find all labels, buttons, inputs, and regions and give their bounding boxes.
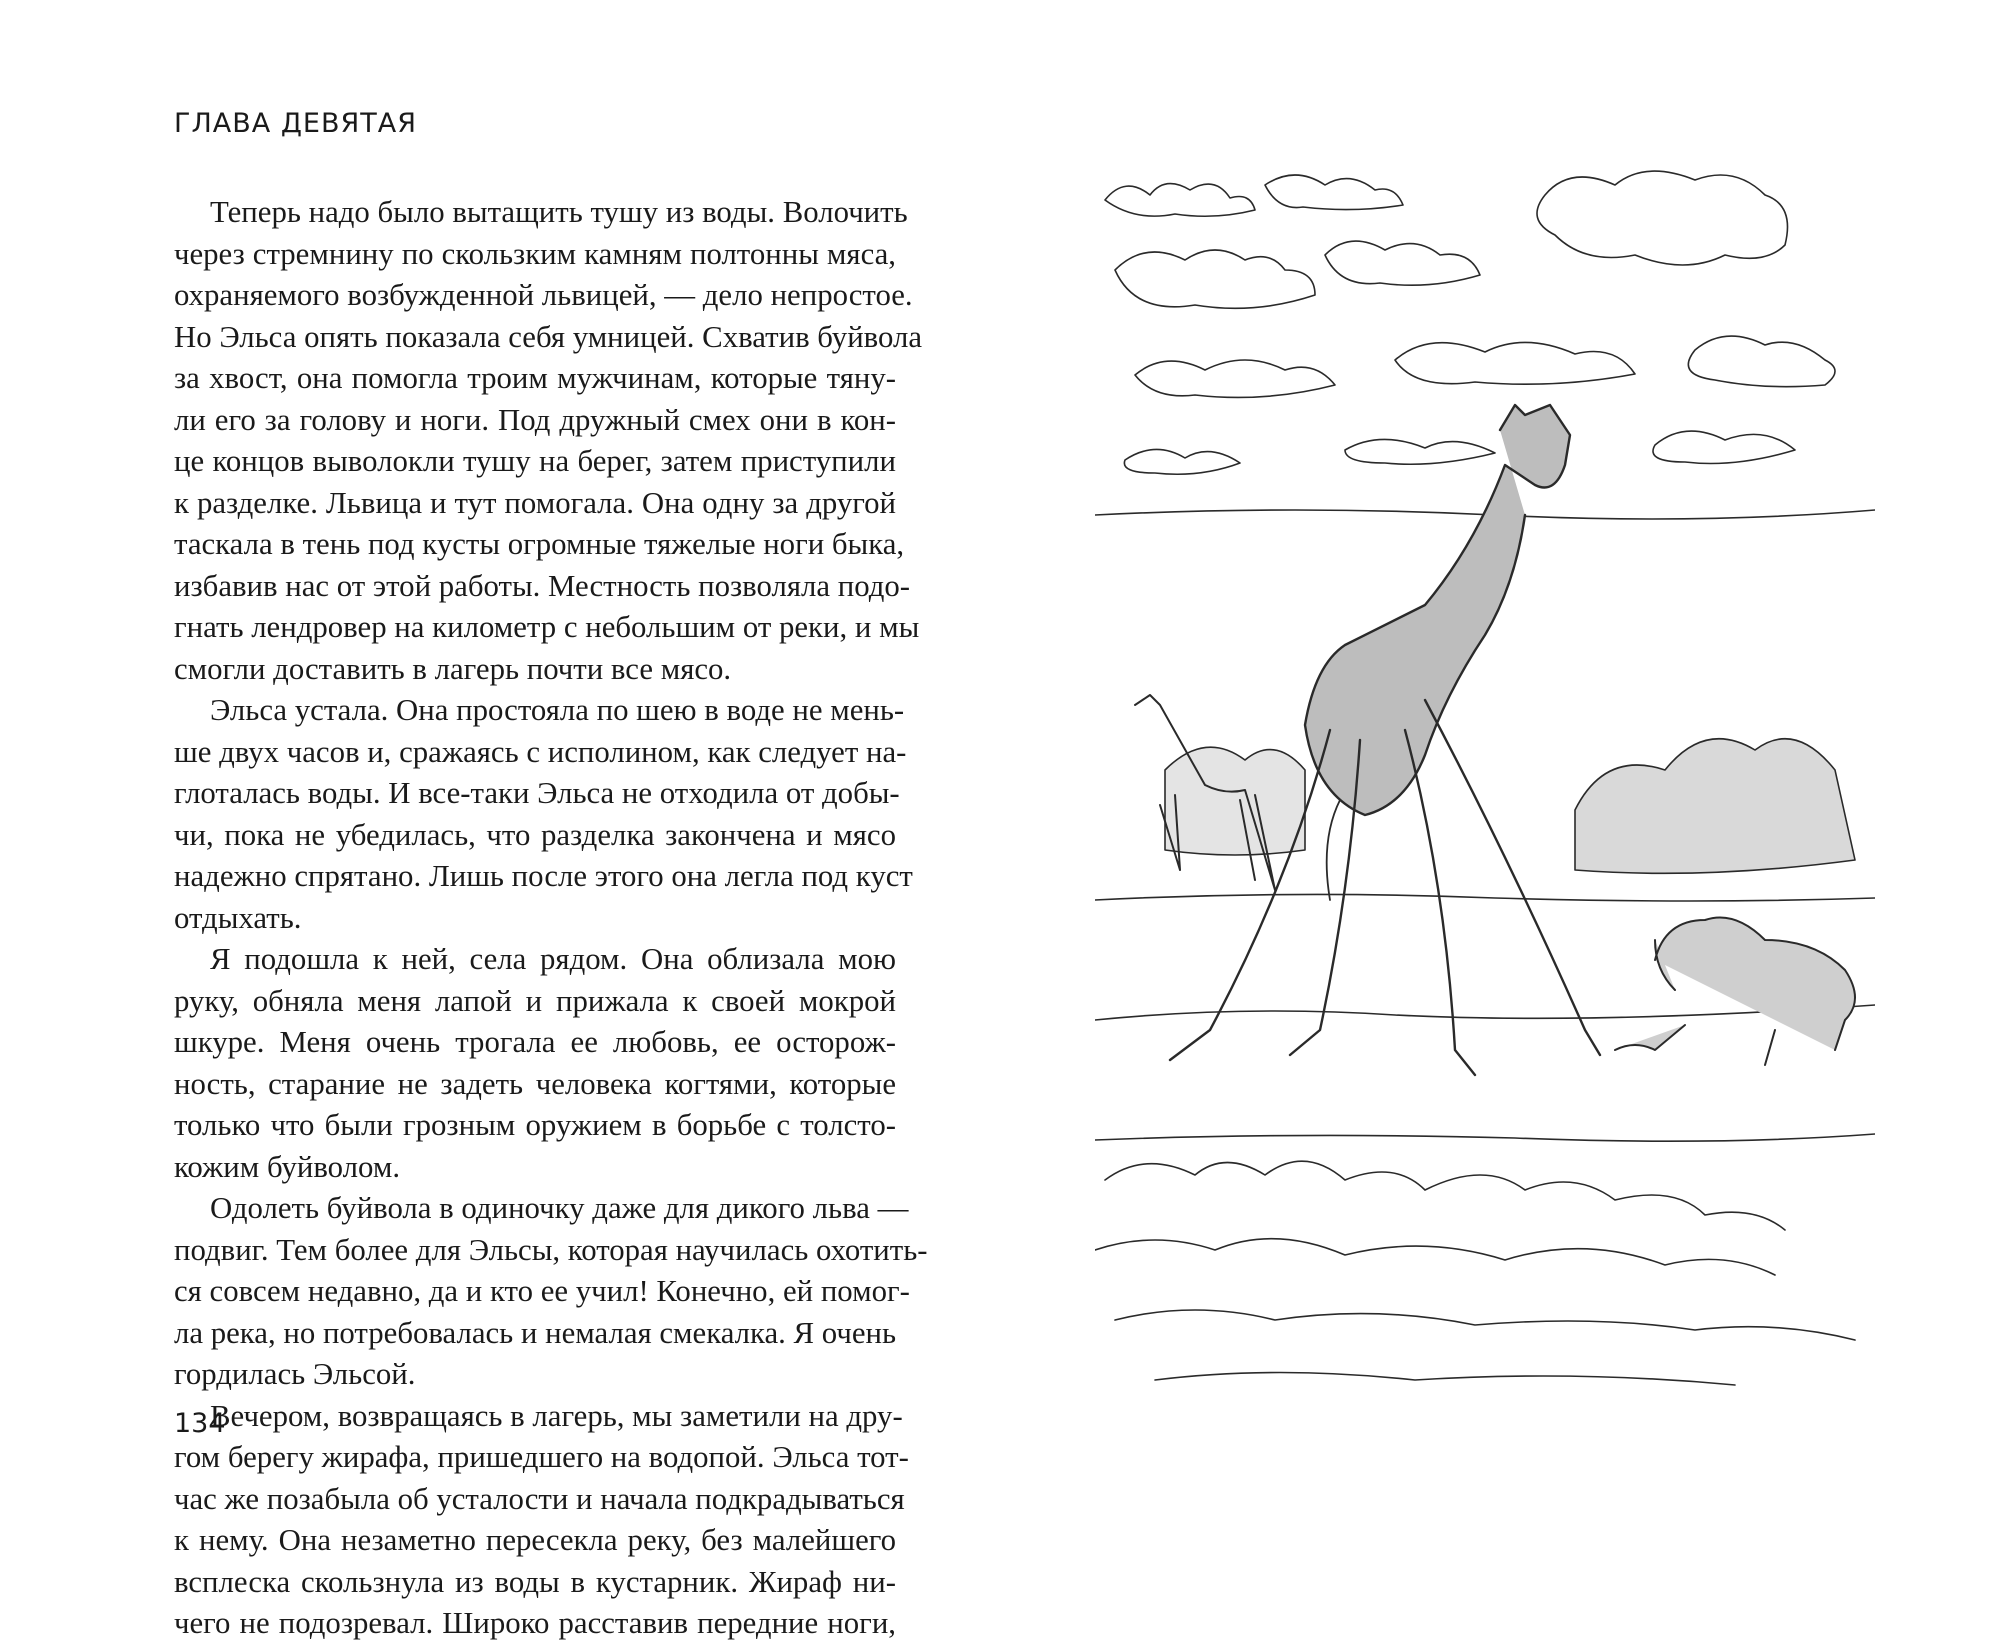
text-line: гнать лендровер на километр с небольшим от реки, и мы <box>174 610 920 644</box>
horizon-line <box>1095 894 1875 901</box>
text-line: гордилась Эльсой. <box>174 1357 416 1391</box>
text-line: чи, пока не убедилась, что разделка закончена и мясо <box>174 817 896 852</box>
text-line: Я подошла к ней, села рядом. Она облизала мою <box>210 942 896 976</box>
text-line: всплеска скользнула из воды в кустарник. Жираф ни- <box>174 1564 896 1599</box>
text-line: к нему. Она незаметно пересекла реку, без малейшего <box>174 1523 896 1557</box>
water-edge <box>1095 1134 1875 1141</box>
text-line: таскала в тень под кусты огромные тяжелые ноги быка, <box>174 527 905 561</box>
cloud <box>1653 431 1795 463</box>
text-line: руку, обняла меня лапой и прижала к своей мокрой <box>174 983 896 1018</box>
text-line: Вечером, возвращаясь в лагерь, мы заметили на дру- <box>210 1398 903 1433</box>
bush-right <box>1575 739 1855 874</box>
text-line: це концов выволокли тушу на берег, затем приступили <box>174 444 896 478</box>
text-line: Но Эльса опять показала себя умницей. Схватив буйвола <box>174 319 923 354</box>
text-line: к разделке. Львица и тут помогала. Она одну за другой <box>174 485 896 520</box>
cloud-shapes <box>1095 171 1875 519</box>
text-line: чего не подозревал. Широко расставив передние ноги, <box>174 1606 896 1640</box>
text-line: ли его за голову и ноги. Под дружный смех они в кон- <box>174 402 896 437</box>
bush-left <box>1165 747 1305 855</box>
text-line: подвиг. Тем более для Эльсы, которая научилась охотить- <box>174 1232 928 1267</box>
text-line: за хвост, она помогла троим мужчинам, которые тяну- <box>174 361 896 395</box>
page-number: 134 <box>174 1408 226 1439</box>
giraffe-illustration <box>1095 160 1875 1400</box>
cloud <box>1325 241 1480 285</box>
text-line: ся совсем недавно, да и кто ее учил! Конечно, ей помог- <box>174 1274 910 1308</box>
cloud <box>1537 171 1788 265</box>
text-line: охраняемого возбужденной львицей, — дело непростое. <box>174 278 913 312</box>
cloud <box>1105 184 1255 217</box>
text-line: глоталась воды. И все-таки Эльса не отходила от добы- <box>174 776 900 810</box>
text-line: Теперь надо было вытащить тушу из воды. Волочить <box>210 195 908 229</box>
text-line: отдыхать. <box>174 900 302 935</box>
cloud <box>1115 250 1315 308</box>
cloud <box>1124 449 1240 474</box>
text-line: ла река, но потребовалась и немалая смекалка. Я очень <box>174 1315 897 1350</box>
paragraph <box>174 1188 928 1396</box>
text-line: час же позабыла об усталости и начала подкрадываться <box>174 1481 905 1516</box>
paragraph <box>174 939 896 1188</box>
cloud <box>1135 360 1335 397</box>
paragraph <box>174 690 913 939</box>
text-line: ность, старание не задеть человека когтями, которые <box>174 1066 896 1101</box>
cloud <box>1265 175 1403 210</box>
text-line: шкуре. Меня очень трогала ее любовь, ее осторож- <box>174 1025 896 1059</box>
cloud <box>1345 439 1495 464</box>
cloud <box>1688 336 1835 387</box>
text-line: надежно спрятано. Лишь после этого она легла под куст <box>174 859 913 893</box>
text-line: гом берегу жирафа, пришедшего на водопой. Эльса тот- <box>174 1440 909 1474</box>
foreground-rocks <box>1095 1161 1855 1385</box>
lioness <box>1615 918 1855 1066</box>
illustration-svg <box>1095 160 1875 1400</box>
main-giraffe <box>1170 405 1600 1075</box>
text-line: ше двух часов и, сражаясь с исполином, как следует на- <box>174 734 907 769</box>
paragraph <box>174 192 923 690</box>
body-text <box>174 192 928 1645</box>
text-line: избавив нас от этой работы. Местность позволяла подо- <box>174 568 911 603</box>
paragraph <box>174 1396 909 1645</box>
text-line: только что были грозным оружием в борьбе с толсто- <box>174 1108 896 1142</box>
text-line: Одолеть буйвола в одиночку даже для дикого льва — <box>210 1191 909 1225</box>
cloud <box>1395 342 1635 384</box>
text-line: Эльса устала. Она простояла по шею в воде не мень- <box>210 693 905 727</box>
running-head: ГЛАВА ДЕВЯТАЯ <box>174 108 417 139</box>
text-line: кожим буйволом. <box>174 1149 401 1184</box>
text-line: смогли доставить в лагерь почти все мясо. <box>174 651 732 686</box>
text-line: через стремнину по скользким камням полтонны мяса, <box>174 236 896 271</box>
